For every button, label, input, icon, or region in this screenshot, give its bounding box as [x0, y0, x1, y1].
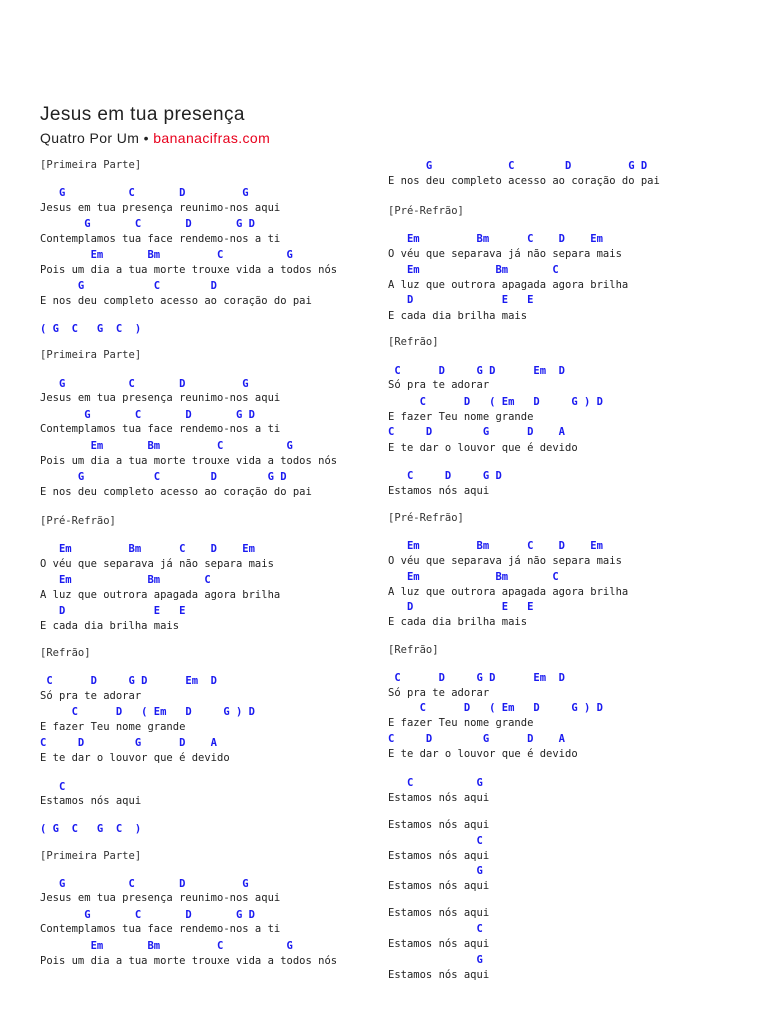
- section-heading: [Refrão]: [388, 644, 439, 656]
- lyric-line: Só pra te adorar: [388, 379, 490, 391]
- song-title: Jesus em tua presença: [40, 104, 245, 125]
- lyric-line: E fazer Teu nome grande: [388, 411, 534, 423]
- chord-line: G: [388, 865, 483, 877]
- lyric-line: Estamos nós aqui: [388, 819, 490, 831]
- lyric-line: Estamos nós aqui: [388, 938, 490, 950]
- chord-line: G C D G D: [40, 909, 255, 921]
- chord-line: C D G D Em D: [388, 672, 566, 684]
- chord-line: D E E: [388, 601, 534, 613]
- lyric-line: A luz que outrora apagada agora brilha: [388, 279, 629, 291]
- chord-line: C D ( Em D G ) D: [388, 702, 603, 714]
- lyric-line: Só pra te adorar: [40, 690, 142, 702]
- chord-line: ( G C G C ): [40, 823, 142, 835]
- lyric-line: Estamos nós aqui: [388, 969, 490, 981]
- site-link[interactable]: bananacifras.com: [153, 130, 271, 146]
- chord-line: G C D G: [40, 878, 249, 890]
- chord-line: G C D G: [40, 187, 249, 199]
- chord-line: C: [40, 781, 66, 793]
- artist-name: Quatro Por Um: [40, 130, 140, 146]
- song-subtitle: [40, 130, 270, 146]
- chord-line: C D G D Em D: [40, 675, 218, 687]
- section-heading: [Refrão]: [388, 336, 439, 348]
- chord-line: C D G D: [388, 470, 502, 482]
- chord-line: ( G C G C ): [40, 323, 142, 335]
- chord-line: G C D G D: [40, 218, 255, 230]
- lyric-line: O véu que separava já não separa mais: [40, 558, 274, 570]
- chord-line: C: [388, 923, 483, 935]
- chord-line: C D G D A: [388, 733, 566, 745]
- chord-line: G: [388, 954, 483, 966]
- lyric-line: E fazer Teu nome grande: [40, 721, 186, 733]
- chord-line: C: [388, 835, 483, 847]
- chord-line: C G: [388, 777, 483, 789]
- lyric-line: E cada dia brilha mais: [388, 310, 528, 322]
- lyric-line: E te dar o louvor que é devido: [40, 752, 230, 764]
- lyric-line: Estamos nós aqui: [388, 880, 490, 892]
- lyric-line: Pois um dia a tua morte trouxe vida a todos nós: [40, 455, 338, 467]
- chord-line: G C D G D: [40, 471, 287, 483]
- section-heading: [Primeira Parte]: [40, 349, 142, 361]
- chord-line: D E E: [388, 294, 534, 306]
- lyric-line: E cada dia brilha mais: [40, 620, 180, 632]
- chord-line: C D ( Em D G ) D: [388, 396, 603, 408]
- section-heading: [Refrão]: [40, 647, 91, 659]
- chord-line: Em Bm C G: [40, 440, 293, 452]
- lyric-line: Só pra te adorar: [388, 687, 490, 699]
- lyric-line: Pois um dia a tua morte trouxe vida a todos nós: [40, 955, 338, 967]
- chord-line: G C D G D: [40, 409, 255, 421]
- lyric-line: A luz que outrora apagada agora brilha: [40, 589, 281, 601]
- chord-line: C D ( Em D G ) D: [40, 706, 255, 718]
- lyric-line: E nos deu completo acesso ao coração do pai: [40, 486, 312, 498]
- lyric-line: E nos deu completo acesso ao coração do pai: [388, 175, 660, 187]
- chord-line: Em Bm C G: [40, 940, 293, 952]
- chord-line: G C D G: [40, 378, 249, 390]
- lyric-line: E cada dia brilha mais: [388, 616, 528, 628]
- lyric-line: Pois um dia a tua morte trouxe vida a todos nós: [40, 264, 338, 276]
- lyric-line: Jesus em tua presença reunimo-nos aqui: [40, 392, 281, 404]
- lyric-line: Estamos nós aqui: [388, 485, 490, 497]
- lyric-line: Estamos nós aqui: [388, 907, 490, 919]
- lyric-line: Jesus em tua presença reunimo-nos aqui: [40, 202, 281, 214]
- chord-line: Em Bm C: [388, 571, 559, 583]
- chord-line: Em Bm C: [388, 264, 559, 276]
- section-heading: [Pré-Refrão]: [40, 515, 116, 527]
- chord-line: Em Bm C G: [40, 249, 293, 261]
- chord-line: Em Bm C D Em: [388, 540, 603, 552]
- separator-dot: •: [143, 130, 149, 146]
- chord-line: Em Bm C D Em: [40, 543, 255, 555]
- lyric-line: O véu que separava já não separa mais: [388, 248, 622, 260]
- lyric-line: E nos deu completo acesso ao coração do pai: [40, 295, 312, 307]
- section-heading: [Primeira Parte]: [40, 159, 142, 171]
- lyric-line: Estamos nós aqui: [40, 795, 142, 807]
- lyric-line: Estamos nós aqui: [388, 850, 490, 862]
- chord-line: C D G D A: [388, 426, 566, 438]
- chord-line: Em Bm C D Em: [388, 233, 603, 245]
- lyric-line: Contemplamos tua face rendemo-nos a ti: [40, 423, 281, 435]
- lyric-line: E fazer Teu nome grande: [388, 717, 534, 729]
- lyric-line: A luz que outrora apagada agora brilha: [388, 586, 629, 598]
- lyric-line: Jesus em tua presença reunimo-nos aqui: [40, 892, 281, 904]
- section-heading: [Pré-Refrão]: [388, 512, 464, 524]
- chord-line: Em Bm C: [40, 574, 211, 586]
- chord-line: G C D G D: [388, 160, 648, 172]
- section-heading: [Pré-Refrão]: [388, 205, 464, 217]
- chord-line: C D G D Em D: [388, 365, 566, 377]
- section-heading: [Primeira Parte]: [40, 850, 142, 862]
- lyric-line: Contemplamos tua face rendemo-nos a ti: [40, 923, 281, 935]
- lyric-line: E te dar o louvor que é devido: [388, 442, 578, 454]
- lyric-line: E te dar o louvor que é devido: [388, 748, 578, 760]
- lyric-line: Contemplamos tua face rendemo-nos a ti: [40, 233, 281, 245]
- lyric-line: O véu que separava já não separa mais: [388, 555, 622, 567]
- lyric-line: Estamos nós aqui: [388, 792, 490, 804]
- chord-line: G C D: [40, 280, 218, 292]
- chord-line: D E E: [40, 605, 186, 617]
- chord-line: C D G D A: [40, 737, 218, 749]
